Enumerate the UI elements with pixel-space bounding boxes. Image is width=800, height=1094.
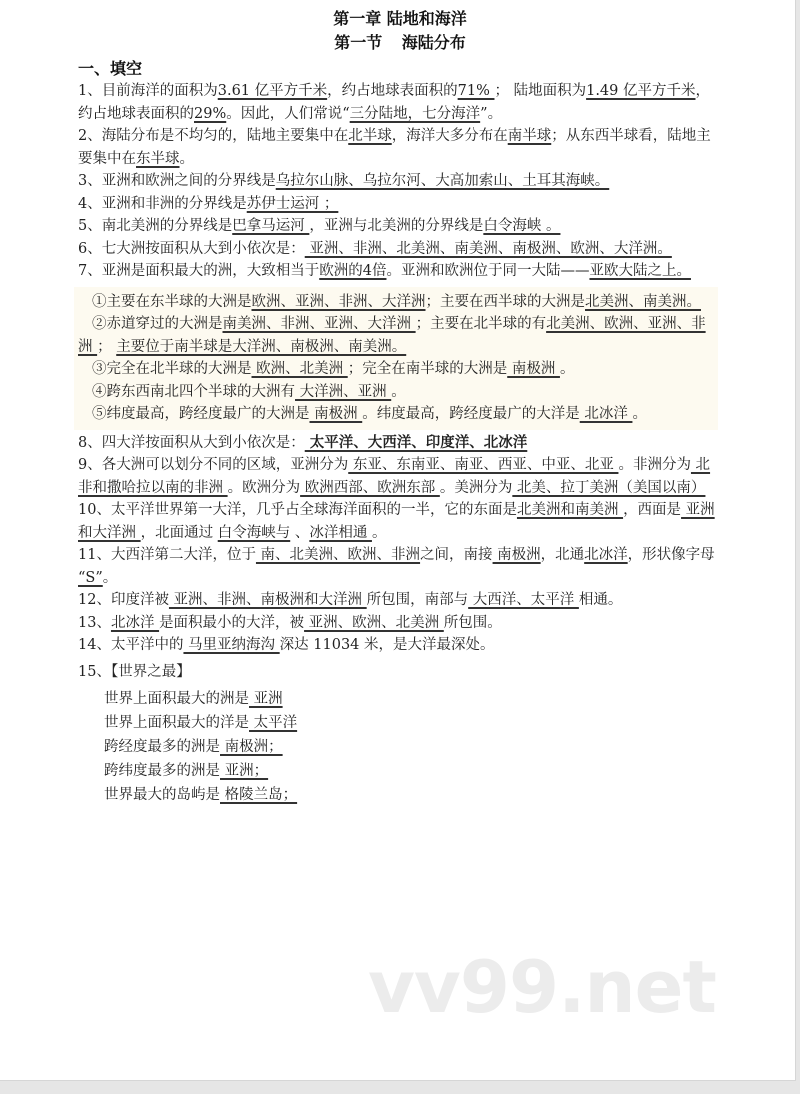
question-1 — [78, 80, 718, 125]
text: 12、印度洋被 — [78, 592, 169, 608]
text: 。 — [559, 361, 575, 377]
answer: 格陵兰岛； — [220, 787, 298, 803]
text: 5、南北美洲的分界线是 — [78, 218, 233, 234]
question-15-heading: 15、【世界之最】 — [78, 663, 191, 680]
answer: 亚欧大陆之上。 — [589, 263, 691, 279]
text: ，北面通过 — [140, 524, 218, 541]
text: ；从东西半球看，陆地主要集中在 — [78, 128, 711, 167]
question-6 — [78, 238, 718, 261]
subquestion-2 — [78, 313, 714, 358]
answer: 1.49 亿平方千米 — [586, 83, 696, 99]
answer: 白令海峡 。 — [483, 218, 561, 234]
text: 相通。 — [578, 592, 623, 608]
answer: 乌拉尔山脉、乌拉尔河、大高加索山、土耳其海峡。 — [275, 173, 610, 189]
subquestion-1 — [78, 291, 714, 314]
text: 世界上面积最大的洲是 — [104, 691, 249, 707]
answer: 亚洲 — [249, 691, 283, 707]
answer: 北非和撒哈拉以南的非洲 — [78, 457, 711, 496]
question-8 — [78, 432, 718, 455]
answer: 北美洲、南美洲。 — [585, 293, 701, 310]
text: 世界上面积最大的洋是 — [104, 715, 249, 731]
text: 7、亚洲是面积最大的洲，大致相当于 — [78, 263, 320, 279]
question-13 — [78, 612, 718, 635]
text: ； — [97, 338, 117, 355]
answer: 太平洋 — [249, 715, 298, 731]
text: 10、太平洋世界第一大洋，几乎占全球海洋面积的一半，它的东面是 — [78, 502, 517, 518]
question-10 — [78, 499, 718, 544]
text: ，海洋大多分布在 — [391, 128, 508, 144]
answer: 欧洲西部、欧洲东部 — [300, 479, 440, 496]
record-item — [104, 687, 718, 711]
text: 深达 11034 米，是大洋最深处。 — [279, 637, 495, 653]
text: ②赤道穿过的大洲是 — [92, 316, 223, 332]
text: 1、目前海洋的面积为 — [78, 83, 218, 99]
text: ⑤纬度最高，跨经度最广的大洲是 — [92, 406, 310, 422]
text: 14、太平洋中的 — [78, 637, 184, 653]
record-item — [104, 783, 718, 807]
record-item — [104, 711, 718, 735]
text: 之间，南接 — [420, 547, 493, 563]
answer: 亚洲和大洋洲 — [78, 502, 715, 541]
answer: 3.61 亿平方千米 — [217, 83, 328, 99]
highlighted-subquestions — [74, 287, 718, 430]
answer: 南极洲 — [507, 361, 560, 377]
answer: “S” — [78, 569, 103, 586]
answer: 白令海峡与 — [217, 524, 291, 541]
answer: 大西洋、太平洋 — [468, 592, 579, 608]
answer: 亚洲、非洲、北美洲、南美洲、南极洲、欧洲、大洋洲。 — [304, 240, 672, 257]
answer: 主要位于南半球是大洋洲、南极洲、南美洲。 — [116, 338, 407, 355]
answer: 东亚、东南亚、南亚、西亚、中亚、北亚 — [348, 457, 619, 473]
text: ，形状像字母 — [627, 547, 715, 563]
question-14 — [78, 634, 718, 657]
answer: 巴拿马运河 — [232, 218, 310, 234]
text: 。 — [102, 569, 118, 586]
answer: 亚洲； — [220, 763, 269, 779]
world-records-list — [78, 687, 718, 807]
answer: 冰洋相通 — [309, 524, 372, 541]
text: 3、亚洲和欧洲之间的分界线是 — [78, 173, 276, 189]
text: 是面积最小的大洋，被 — [159, 614, 305, 631]
text: 。纬度最高，跨经度最广的大洋是 — [362, 406, 580, 422]
text: 。亚洲和欧洲位于同一大陆—— — [386, 263, 590, 279]
text: 。非洲分为 — [618, 457, 691, 473]
text: 、 — [290, 524, 310, 541]
answer: 东半球 — [136, 150, 180, 167]
answer: 北半球 — [348, 128, 392, 144]
question-11 — [78, 544, 718, 589]
section-title: 第一节 海陆分布 — [334, 33, 466, 52]
text: ，西面是 — [623, 502, 682, 518]
answer: 三分陆地，七分海洋 — [349, 105, 481, 122]
text: 。 — [179, 150, 194, 167]
text: ，约占地球表面积的 — [327, 83, 458, 99]
answer: 南极洲 — [309, 406, 363, 422]
text: 。美洲分为 — [439, 479, 513, 496]
answer: 欧洲的4倍 — [319, 263, 387, 279]
text: 9、各大洲可以划分不同的区域，亚洲分为 — [78, 457, 349, 473]
record-item — [104, 735, 718, 759]
text: 跨纬度最多的洲是 — [104, 763, 220, 779]
text: ；完全在南半球的大洲是 — [347, 361, 508, 377]
answer: 北冰洋 — [579, 406, 633, 422]
text: 。 — [391, 383, 406, 400]
text: 跨经度最多的洲是 — [104, 739, 220, 755]
answer: 北冰洋 — [110, 614, 160, 631]
text: 所包围。 — [443, 614, 502, 631]
question-4 — [78, 193, 718, 216]
watermark: vv99.net — [368, 945, 716, 1029]
question-12 — [78, 589, 718, 612]
answer: 北美、拉丁美洲（美国以南） — [512, 479, 706, 496]
text: ③完全在北半球的大洲是 — [92, 361, 252, 377]
text: 。 — [371, 524, 387, 541]
text: 13、 — [78, 614, 111, 631]
text: 。 — [632, 406, 647, 422]
question-7 — [78, 260, 718, 283]
answer: 北冰洋 — [584, 547, 628, 563]
answer: 欧洲、亚洲、非洲、大洋洲 — [251, 293, 426, 310]
text: 世界最大的岛屿是 — [104, 787, 220, 803]
subquestion-3 — [78, 358, 714, 381]
text: ，约占地球表面积的 — [78, 83, 710, 122]
answer: 太平洋、大西洋、印度洋、北冰洋 — [304, 433, 528, 451]
answer: 欧洲、北美洲 — [251, 361, 348, 377]
text: ； 陆地面积为 — [494, 83, 587, 99]
answer: 马里亚纳海沟 — [183, 637, 280, 653]
question-9 — [78, 454, 718, 499]
chapter-title: 第一章 陆地和海洋 — [333, 9, 467, 28]
text: 11、大西洋第二大洋，位于 — [78, 547, 256, 563]
text: 6、七大洲按面积从大到小依次是： — [78, 240, 305, 257]
answer: 南美洲、非洲、亚洲、大洋洲 — [222, 316, 416, 332]
part-heading: 一、填空 — [78, 59, 143, 78]
answer: 南极洲； — [220, 739, 283, 755]
text: 8、四大洋按面积从大到小依次是： — [78, 434, 305, 451]
text: 。因此，人们常说“ — [226, 105, 350, 122]
question-3 — [78, 170, 718, 193]
text: 所包围，南部与 — [366, 592, 469, 608]
answer: 亚洲、欧洲、北美洲 — [304, 614, 444, 631]
question-5 — [78, 215, 718, 238]
answer: 南极洲 — [492, 547, 541, 563]
text: 。欧洲分为 — [227, 479, 301, 496]
text: ，北通 — [540, 547, 585, 563]
answer: 亚洲、非洲、南极洲和大洋洲 — [168, 592, 367, 608]
answer: 苏伊士运河 ； — [246, 195, 339, 212]
text: ；主要在北半球的有 — [415, 316, 547, 332]
subquestion-5 — [78, 403, 714, 426]
text: 2、海陆分布是不均匀的，陆地主要集中在 — [78, 128, 349, 144]
text: ”。 — [480, 105, 503, 122]
text: ①主要在东半球的大洲是 — [92, 293, 252, 310]
question-2 — [78, 125, 718, 170]
record-item — [104, 759, 718, 783]
text: ；主要在西半球的大洲是 — [425, 293, 585, 310]
question-list — [78, 80, 718, 807]
answer: 北美洲和南美洲 — [516, 502, 624, 518]
answer: 29% — [194, 105, 227, 122]
subquestion-4 — [78, 381, 714, 404]
answer: 大洋洲、亚洲 — [295, 383, 392, 400]
text: 4、亚洲和非洲的分界线是 — [78, 195, 247, 212]
text: ，亚洲与北美洲的分界线是 — [309, 218, 484, 234]
text: ④跨东西南北四个半球的大洲有 — [92, 383, 295, 400]
answer: 南半球 — [507, 128, 552, 144]
answer: 71% — [457, 83, 495, 99]
answer: 北美洲、欧洲、亚洲、非洲 — [78, 316, 706, 355]
answer: 南、北美洲、欧洲、非洲 — [255, 547, 421, 563]
